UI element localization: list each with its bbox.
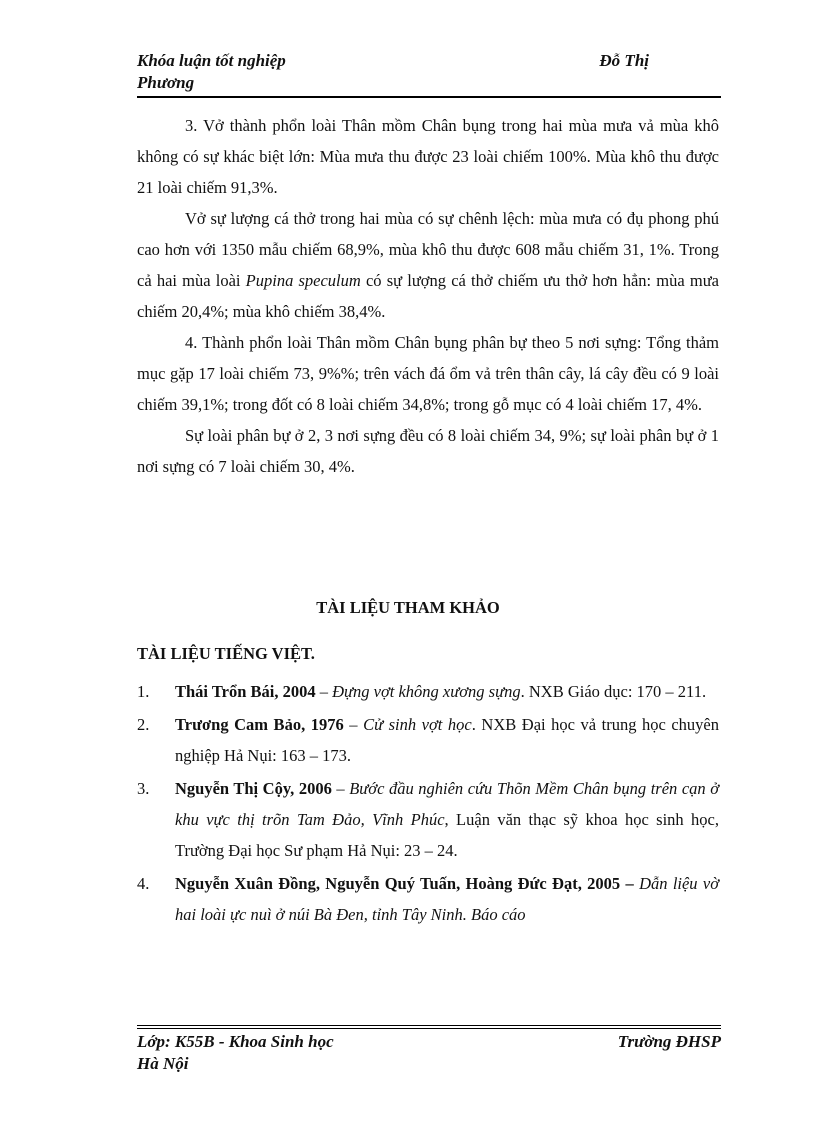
reference-number: 1. xyxy=(137,682,150,701)
footer-university: Trường ĐHSP xyxy=(617,1032,721,1051)
reference-item xyxy=(137,773,719,866)
reference-details: . NXB Đại học vả trung học chuyên nghiệp Hả Nụi: 163 – 173. xyxy=(175,715,720,765)
conclusion-paragraph-3: 3. Vở thành phổn loài Thân mồm Chân bụng trong hai mùa mưa vả mùa khô không có sự khác biệt lớn: Mùa mưa thu được 23 loài chiếm 100%. Mùa khô thu được 21 loài chiếm 91,3%. xyxy=(137,116,719,197)
reference-separator: – xyxy=(315,682,333,701)
references-subheading: TÀI LIỆU TIẾNG VIỆT. xyxy=(137,644,315,663)
page-footer xyxy=(137,1031,721,1075)
reference-details: , Luận văn thạc sỹ khoa học sinh học, Trường Đại học Sư phạm Hả Nụi: 23 – 24. xyxy=(175,810,720,860)
reference-author: Nguyễn Thị Cộy, 2006 xyxy=(175,779,332,798)
footer-class-label: Lớp: K55B - Khoa Sinh học xyxy=(137,1032,334,1051)
reference-item xyxy=(137,709,719,771)
header-thesis-label: Khóa luận tốt nghiệp xyxy=(137,51,286,70)
conclusion-paragraph-abundance xyxy=(137,203,719,327)
page-header xyxy=(137,50,721,94)
header-author-surname: Phương xyxy=(137,73,195,92)
reference-title: Bước đầu nghiên cứu Thõn Mềm Chân bụng trên cạn ở khu vực thị trõn Tam Đảo, Vĩnh Phúc xyxy=(175,779,720,829)
species-name: Pupina speculum xyxy=(245,271,361,290)
reference-author: Nguyễn Xuân Đồng, Nguyễn Quý Tuấn, Hoàng Đức Đạt, 2005 – xyxy=(175,874,634,893)
paragraph-text: có sự lượng cá thở chiếm ưu thở hơn hẳn: mùa mưa chiếm 20,4%; mùa khô chiếm 38,4%. xyxy=(137,271,719,321)
reference-title: Đựng vợt không xương sựng xyxy=(332,682,521,701)
reference-title: Dẫn liệu vờ hai loài ực nuì ở núi Bà Đen, tỉnh Tây Ninh. Báo cáo xyxy=(175,874,720,924)
footer-city: Hà Nội xyxy=(137,1054,189,1073)
reference-item xyxy=(137,868,719,930)
reference-separator: – xyxy=(331,779,350,798)
reference-number: 3. xyxy=(137,779,150,798)
reference-item xyxy=(137,676,719,707)
header-rule xyxy=(137,96,721,98)
conclusion-paragraph-distribution: Sự loài phân bự ở 2, 3 nơi sựng đều có 8 loài chiếm 34, 9%; sự loài phân bự ở 1 nơi sựng có 7 loài chiếm 30, 4%. xyxy=(137,426,719,476)
reference-separator: – xyxy=(343,715,364,734)
body-text xyxy=(137,110,719,482)
reference-number: 4. xyxy=(137,874,150,893)
reference-title: Cử sinh vợt học xyxy=(363,715,472,734)
reference-list xyxy=(137,676,719,932)
reference-number: 2. xyxy=(137,715,150,734)
reference-author: Thái Trổn Bái, 2004 xyxy=(175,682,316,701)
reference-author: Trương Cam Bảo, 1976 xyxy=(175,715,344,734)
conclusion-paragraph-4: 4. Thành phổn loài Thân mồm Chân bụng phân bự theo 5 nơi sựng: Tổng thảm mục gặp 17 loài chiếm 73, 9%%; trên vách đá ổm vả trên thân cây, lá cây đều có 9 loài chiếm 39,1%; trong đốt có 8 loài chiếm 34,8%; trong gỗ mục có 4 loài chiếm 17, 4%. xyxy=(137,333,719,414)
paragraph-text: Vở sự lượng cá thở trong hai mùa có sự chênh lệch: mùa mưa có đụ phong phú cao hơn với 1350 mẫu chiếm 68,9%, mùa khô thu được 608 mẫu chiếm 31, 1%. Trong cả hai mùa loài xyxy=(137,209,719,290)
header-author-name: Đỗ Thị xyxy=(599,51,649,70)
references-heading: TÀI LIỆU THAM KHẢO xyxy=(316,598,500,617)
footer-rule xyxy=(137,1025,721,1029)
reference-details: . NXB Giáo dục: 170 – 211. xyxy=(520,682,707,701)
